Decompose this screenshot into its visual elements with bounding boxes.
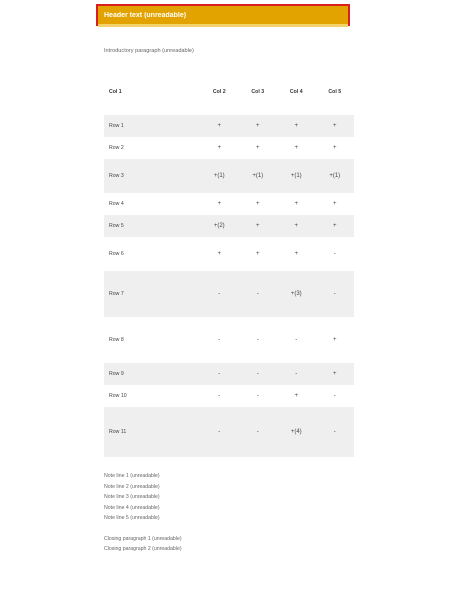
table-body [104, 115, 354, 457]
service-3-cell: + [294, 201, 298, 207]
service-2-cell: - [256, 429, 259, 435]
service-3-cell: + [294, 223, 298, 229]
service-4-cell: - [333, 429, 336, 435]
operation-cell: Row 8 [109, 336, 124, 343]
footnote: Note line 3 (unreadable) [104, 494, 160, 500]
service-table [104, 69, 354, 457]
column-header-service-3: Col 4 [289, 89, 303, 95]
table-row [104, 407, 354, 457]
service-3-cell: +(4) [290, 429, 302, 435]
table-row [104, 385, 354, 407]
operation-cell: Row 11 [109, 428, 127, 435]
service-4-cell: + [332, 223, 337, 229]
operation-cell: Row 1 [109, 122, 124, 129]
service-2-cell: + [255, 123, 260, 129]
table-row [104, 317, 354, 363]
service-3-cell: +(1) [290, 173, 302, 179]
table-row [104, 237, 354, 271]
operation-cell: Row 9 [109, 370, 124, 377]
service-4-cell: - [333, 291, 336, 297]
column-header-service-2: Col 3 [251, 89, 265, 95]
service-1-cell: +(1) [213, 173, 225, 179]
service-3-cell: + [294, 123, 298, 129]
table-row [104, 215, 354, 237]
column-header-service-4: Col 5 [328, 89, 342, 95]
service-1-cell: + [217, 251, 221, 257]
content-area [104, 46, 354, 555]
table-header-row [104, 69, 354, 115]
table-row [104, 363, 354, 385]
operation-cell: Row 2 [109, 144, 124, 151]
footnote: Note line 2 (unreadable) [104, 483, 160, 490]
footnote: Note line 4 (unreadable) [104, 504, 160, 511]
service-1-cell: - [218, 291, 221, 297]
service-3-cell: + [294, 251, 298, 257]
service-4-cell: + [332, 123, 337, 129]
column-header-operation: Col 1 [109, 89, 122, 95]
service-2-cell: + [255, 251, 260, 257]
service-4-cell: - [333, 251, 336, 257]
service-1-cell: +(2) [213, 223, 225, 229]
service-4-cell: + [332, 337, 337, 343]
service-3-cell: +(3) [290, 291, 302, 297]
service-4-cell: +(1) [329, 173, 341, 179]
column-header-service-1: Col 2 [212, 89, 226, 95]
intro-text: Introductory paragraph (unreadable) [104, 48, 194, 54]
service-1-cell: - [218, 371, 221, 377]
operation-cell: Row 10 [109, 392, 127, 399]
service-2-cell: - [256, 291, 259, 297]
service-3-cell: + [294, 145, 298, 151]
table-row [104, 115, 354, 137]
service-4-cell: + [332, 201, 337, 207]
closing-paragraph: Closing paragraph 1 (unreadable) [104, 535, 182, 542]
footnote: Note line 5 (unreadable) [104, 515, 160, 521]
service-2-cell: + [255, 145, 260, 151]
service-1-cell: + [217, 201, 221, 207]
footnote: Note line 1 (unreadable) [104, 473, 160, 479]
operation-cell: Row 6 [109, 250, 124, 257]
service-3-cell: + [294, 393, 298, 399]
service-2-cell: + [255, 223, 260, 229]
section-title: Header text (unreadable) [104, 11, 187, 19]
table-row [104, 159, 354, 193]
closing-text [104, 534, 354, 555]
operation-cell: Row 3 [109, 172, 124, 179]
service-1-cell: + [217, 123, 221, 129]
closing-paragraph: Closing paragraph 2 (unreadable) [104, 546, 182, 552]
service-1-cell: - [218, 393, 221, 399]
table-row [104, 271, 354, 317]
section-header [96, 4, 350, 26]
service-1-cell: + [217, 145, 221, 151]
service-4-cell: - [333, 393, 336, 399]
service-2-cell: - [256, 393, 259, 399]
service-2-cell: - [256, 371, 259, 377]
service-1-cell: - [218, 337, 221, 343]
footnotes [104, 471, 354, 524]
table-row [104, 193, 354, 215]
service-4-cell: + [332, 371, 337, 377]
service-1-cell: - [218, 429, 221, 435]
service-4-cell: + [332, 145, 337, 151]
service-2-cell: +(1) [252, 173, 264, 179]
table-row [104, 137, 354, 159]
service-3-cell: - [295, 371, 298, 377]
service-3-cell: - [295, 337, 298, 343]
operation-cell: Row 4 [109, 200, 124, 207]
operation-cell: Row 5 [109, 222, 124, 229]
operation-cell: Row 7 [109, 290, 124, 297]
service-2-cell: - [256, 337, 259, 343]
service-2-cell: + [255, 201, 260, 207]
